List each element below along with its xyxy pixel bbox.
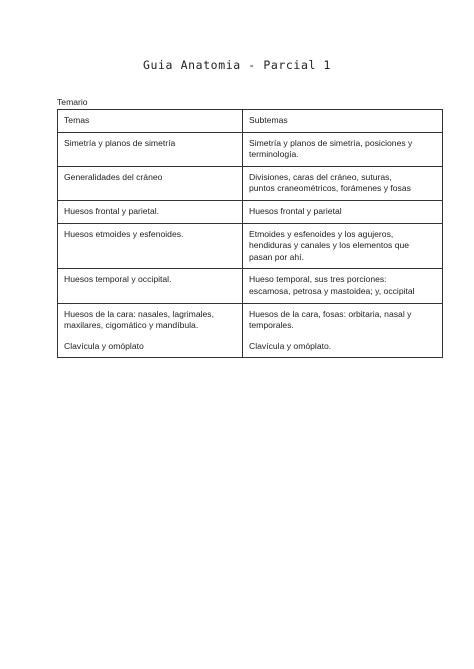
cell-line: Simetría y planos de simetría [64,137,176,148]
subtema-cell [243,200,443,223]
cell-line: Etmoides y esfenoides y los agujeros, [249,228,394,239]
cell-spacer [249,332,436,341]
cell-line: temporales. [249,320,294,331]
tema-cell [58,223,243,269]
cell-line: Huesos de la cara, fosas: orbitaria, nasal y [249,308,412,319]
cell-line: Clavícula y omóplato [64,340,144,351]
cell-line: puntos craneométricos, forámenes y fosas [249,183,411,194]
cell-line: terminología. [249,149,299,160]
header-subtemas: Subtemas [243,110,443,133]
table-row [58,223,443,269]
cell-line: Huesos frontal y parietal [249,205,342,216]
cell-line: Huesos etmoides y esfenoides. [64,228,184,239]
cell-line: Divisiones, caras del cráneo, suturas, [249,171,392,182]
tema-cell [58,269,243,303]
document-title: Guia Anatomia - Parcial 1 [142,58,332,72]
cell-line: Clavícula y omóplato. [249,340,332,351]
cell-line: pasan por ahí. [249,251,304,262]
subtema-cell [243,166,443,200]
section-label-temario: Temario [57,97,88,107]
cell-line: Simetría y planos de simetría, posiciones y [249,137,413,148]
table-row [58,166,443,200]
cell-line: escamosa, petrosa y mastoidea; y, occipital [249,285,415,296]
header-temas: Temas [58,110,243,133]
temario-table [57,109,443,358]
tema-cell [58,166,243,200]
table-row [58,303,443,358]
subtema-cell [243,303,443,358]
subtema-cell [243,223,443,269]
table-row [58,269,443,303]
cell-line: maxilares, cigomático y mandíbula. [64,320,199,331]
cell-line: hendiduras y canales y los elementos que [249,240,410,251]
cell-line: Huesos de la cara: nasales, lagrimales, [64,308,214,319]
cell-line: Huesos temporal y occipital. [64,274,172,285]
subtema-cell [243,269,443,303]
table-row [58,132,443,166]
tema-cell [58,132,243,166]
cell-line: Hueso temporal, sus tres porciones: [249,274,387,285]
tema-cell [58,200,243,223]
cell-line: Huesos frontal y parietal. [64,205,160,216]
cell-spacer [64,332,236,341]
table-header-row [58,110,443,133]
tema-cell [58,303,243,358]
subtema-cell [243,132,443,166]
cell-line: Generalidades del cráneo [64,171,163,182]
table-row [58,200,443,223]
